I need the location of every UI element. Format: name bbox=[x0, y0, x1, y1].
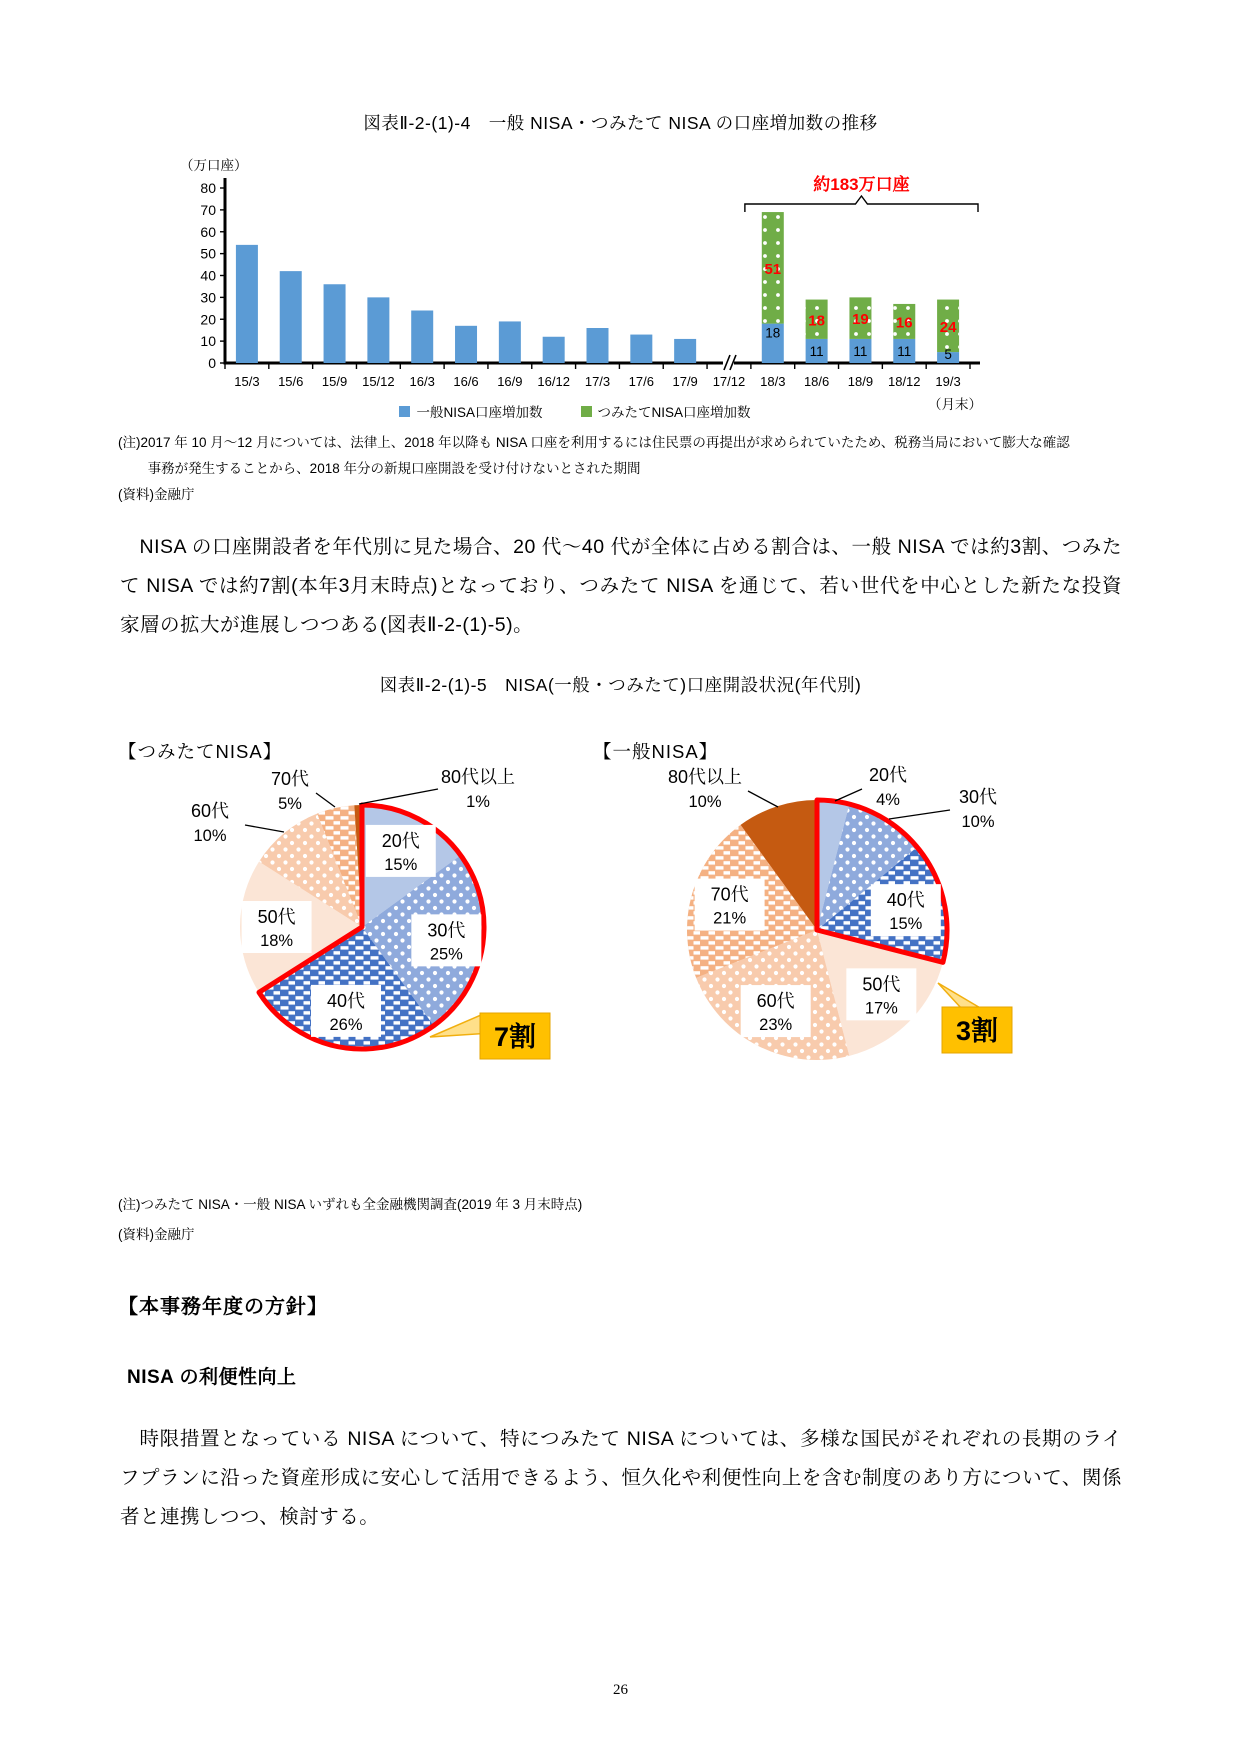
slice-label: 70代 bbox=[710, 884, 749, 905]
figure5-title: 図表Ⅱ-2-(1)-5 NISA(一般・つみたて)口座開設状況(年代別) bbox=[379, 675, 862, 695]
figure4-note-line1: (注)2017 年 10 月～12 月については、法律上、2018 年以降も NISA 口座を利用するには住民票の再提出が求められていたため、税務当局において膨大な確認 bbox=[118, 435, 1070, 450]
slice-pct: 5% bbox=[278, 795, 302, 813]
x-tick-label: 18/6 bbox=[803, 374, 830, 389]
slice-pct: 23% bbox=[759, 1016, 793, 1035]
figure4-note-line2: 事務が発生することから、2018 年分の新規口座開設を受け付けないとされた期間 bbox=[147, 461, 641, 476]
legend-swatch-green bbox=[581, 406, 592, 417]
slice-label: 30代 bbox=[427, 920, 466, 941]
slice-label: 30代 bbox=[958, 787, 998, 807]
pie-chart-tsumitate-nisa bbox=[100, 755, 660, 1175]
slice-pct: 10% bbox=[961, 813, 995, 831]
bar-value-green: 19 bbox=[852, 311, 869, 329]
bar-general-nisa bbox=[587, 328, 609, 363]
annotation-total-accounts: 約183万口座 bbox=[813, 175, 910, 194]
label-leader-line bbox=[748, 791, 778, 807]
x-tick-label: 16/3 bbox=[409, 374, 435, 389]
callout-text: 3割 bbox=[955, 1016, 999, 1046]
legend-label-tsumitate-nisa: つみたてNISA口座増加数 bbox=[597, 405, 751, 420]
bar-general-nisa bbox=[630, 335, 652, 363]
legend-swatch-blue bbox=[399, 406, 410, 417]
x-tick-label: 15/6 bbox=[278, 374, 304, 389]
bar-general-nisa bbox=[236, 245, 258, 363]
figure4-title: 図表Ⅱ-2-(1)-4 一般 NISA・つみたて NISA の口座増加数の推移 bbox=[363, 113, 878, 133]
label-leader-line bbox=[359, 789, 438, 804]
slice-label: 50代 bbox=[257, 907, 296, 927]
legend-item-tsumitate-nisa bbox=[581, 401, 751, 421]
body-paragraph-2: 時限措置となっている NISA について、特につみたて NISA については、多様な国民がそれぞれの長期のライフプランに沿った資産形成に安心して活用できるよう、恒久化や利便性向上を含む制度のあり方について、関係者と連携しつつ、検討する。 bbox=[120, 1428, 1122, 1528]
bar-general-nisa bbox=[499, 321, 521, 363]
slice-label: 80代以上 bbox=[667, 767, 743, 787]
slice-pct: 21% bbox=[713, 909, 747, 928]
bar-general-nisa bbox=[367, 297, 389, 363]
y-tick-label: 50 bbox=[200, 245, 216, 262]
x-tick-label: 15/3 bbox=[234, 374, 260, 389]
legend-item-general-nisa bbox=[399, 401, 542, 421]
bar-chart-nisa-accounts bbox=[150, 148, 1000, 418]
y-tick-label: 10 bbox=[200, 333, 216, 350]
page-number: 26 bbox=[613, 1682, 628, 1698]
figure5-source: (資料)金融庁 bbox=[118, 1227, 195, 1242]
y-tick-label: 0 bbox=[208, 355, 216, 371]
label-leader-line bbox=[316, 793, 335, 807]
slice-label: 20代 bbox=[868, 765, 908, 785]
y-tick-label: 20 bbox=[200, 311, 216, 328]
callout-text: 7割 bbox=[493, 1022, 537, 1052]
x-tick-label: 16/12 bbox=[537, 374, 570, 389]
section-heading: 【本事務年度の方針】 bbox=[118, 1296, 328, 1318]
slice-pct: 18% bbox=[260, 932, 294, 950]
bar-value-green: 18 bbox=[808, 312, 825, 330]
slice-label: 60代 bbox=[756, 991, 795, 1012]
pie-right-heading: 【一般NISA】 bbox=[593, 741, 719, 762]
slice-pct: 4% bbox=[876, 791, 900, 809]
slice-pct: 17% bbox=[864, 999, 898, 1018]
pie-chart-general-nisa bbox=[610, 755, 1210, 1175]
bar-value-green: 16 bbox=[895, 314, 913, 332]
bar-value-blue: 5 bbox=[944, 347, 952, 362]
pie-left-heading: 【つみたてNISA】 bbox=[118, 741, 283, 762]
slice-label: 80代以上 bbox=[440, 767, 516, 787]
figure5-note: (注)つみたて NISA・一般 NISA いずれも全金融機関調査(2019 年 3 月末時点) bbox=[118, 1197, 583, 1212]
x-tick-label: 19/3 bbox=[935, 374, 961, 389]
slice-pct: 26% bbox=[329, 1015, 363, 1034]
bar-general-nisa bbox=[455, 326, 477, 363]
slice-label: 50代 bbox=[862, 974, 901, 995]
y-tick-label: 70 bbox=[200, 201, 216, 218]
x-tick-label: 18/3 bbox=[760, 374, 786, 389]
annotation-bracket bbox=[745, 196, 978, 212]
slice-label: 20代 bbox=[381, 830, 420, 851]
bar-general-nisa bbox=[543, 337, 565, 363]
slice-pct: 25% bbox=[429, 945, 463, 964]
x-tick-label: 18/12 bbox=[887, 374, 921, 389]
bar-value-green: 51 bbox=[764, 260, 782, 278]
x-tick-label: 17/9 bbox=[672, 374, 698, 389]
bar-general-nisa bbox=[324, 284, 346, 363]
bar-value-blue: 11 bbox=[809, 343, 824, 359]
slice-pct: 10% bbox=[688, 793, 722, 811]
slice-label: 40代 bbox=[326, 990, 366, 1011]
slice-label: 40代 bbox=[886, 890, 925, 911]
x-tick-label: 17/3 bbox=[584, 374, 611, 389]
label-leader-line bbox=[835, 789, 862, 801]
legend-label-general-nisa: 一般NISA口座増加数 bbox=[416, 405, 543, 420]
x-tick-label: 16/6 bbox=[453, 374, 479, 389]
x-tick-label: 15/9 bbox=[321, 374, 348, 389]
slice-label: 60代 bbox=[190, 801, 230, 821]
x-tick-label: 18/9 bbox=[847, 374, 874, 389]
bar-value-blue: 11 bbox=[897, 343, 912, 359]
bar-general-nisa bbox=[280, 271, 302, 363]
bar-value-green: 24 bbox=[939, 318, 957, 336]
bar-general-nisa bbox=[411, 311, 433, 364]
slice-pct: 1% bbox=[466, 793, 490, 811]
x-tick-label: 16/9 bbox=[497, 374, 523, 389]
y-tick-label: 30 bbox=[200, 289, 216, 306]
y-tick-label: 40 bbox=[200, 267, 216, 284]
bar-general-nisa bbox=[674, 339, 696, 363]
bar-value-blue: 11 bbox=[853, 343, 868, 359]
figure4-source: (資料)金融庁 bbox=[118, 487, 195, 502]
slice-pct: 10% bbox=[193, 827, 227, 845]
slice-pct: 15% bbox=[384, 855, 418, 874]
section-subheading: NISA の利便性向上 bbox=[127, 1367, 297, 1388]
x-axis-unit: （月末） bbox=[928, 397, 982, 412]
y-axis-unit: （万口座） bbox=[180, 158, 248, 173]
slice-label: 70代 bbox=[270, 769, 310, 789]
bar-chart-legend bbox=[150, 401, 1000, 421]
y-tick-label: 60 bbox=[200, 223, 216, 240]
bar-value-blue: 18 bbox=[765, 325, 781, 341]
body-paragraph-1: NISA の口座開設者を年代別に見た場合、20 代～40 代が全体に占める割合は、一般 NISA では約3割、つみたて NISA では約7割(本年3月末時点)となっており、つみたて NISA を通じて、若い世代を中心とした新たな投資家層の拡大が進展しつつある(図表Ⅱ-2-(1)-5)。 bbox=[120, 536, 1122, 636]
slice-pct: 15% bbox=[889, 915, 923, 934]
y-tick-label: 80 bbox=[200, 180, 216, 196]
x-tick-label: 15/12 bbox=[362, 374, 395, 389]
label-leader-line bbox=[889, 810, 950, 819]
x-tick-label: 17/12 bbox=[712, 374, 746, 389]
label-leader-line bbox=[245, 825, 284, 832]
callout-pointer bbox=[938, 983, 982, 1009]
x-tick-label: 17/6 bbox=[628, 374, 654, 389]
